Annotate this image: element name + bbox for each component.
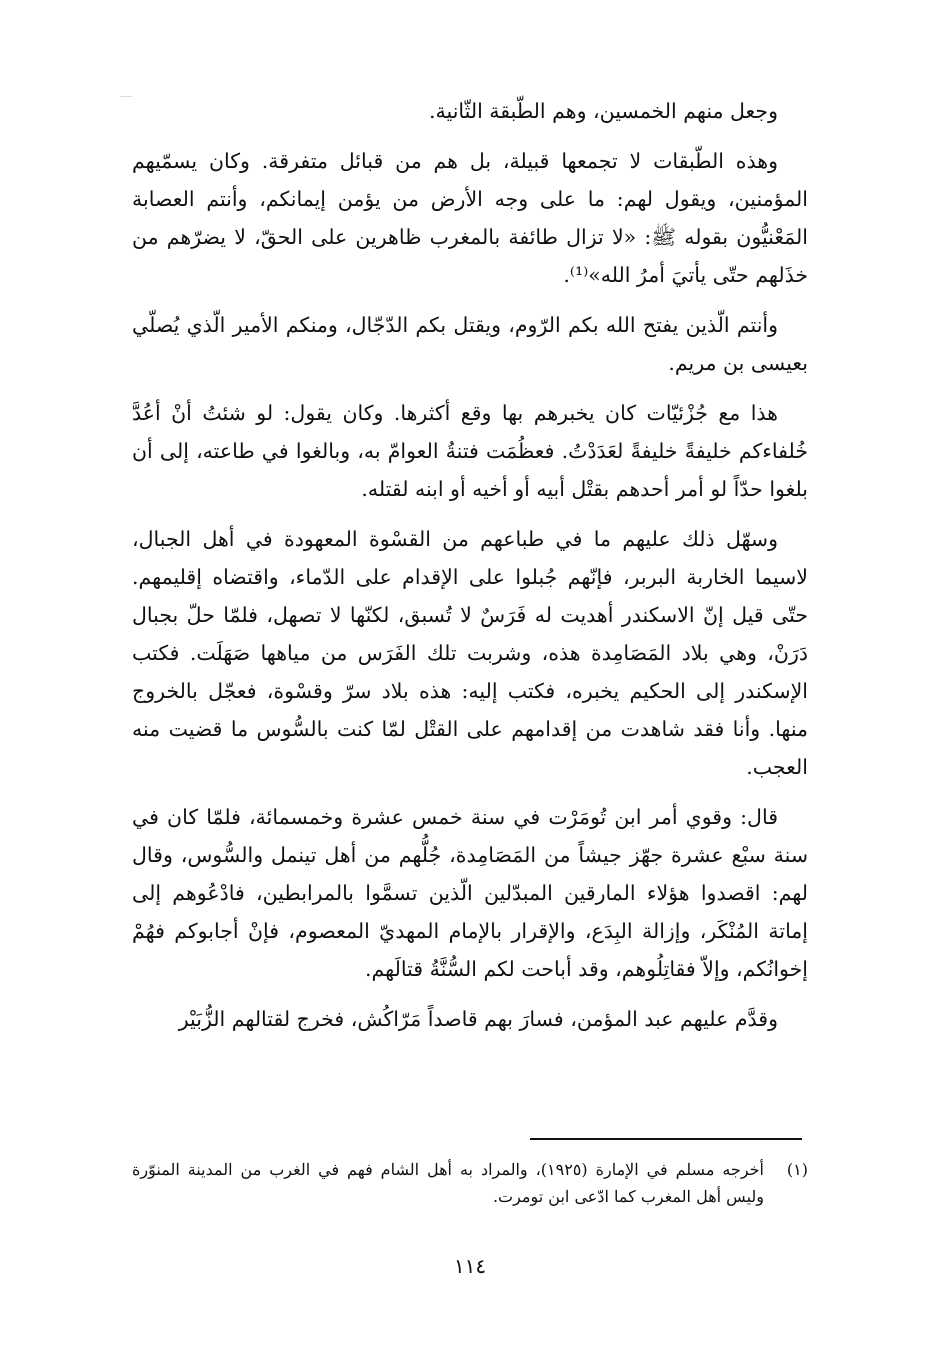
paragraph-6: قال: وقوي أمر ابن تُومَرْت في سنة خمس عشرة وخمسمائة، فلمّا كان في سنة سبْع عشرة جهّز جيشاً من المَصَامِدة، جُلُّهم من أهل تينمل والسُّوس، وقال لهم: اقصدوا هؤلاء المارقين المبدّلين الّذين تسمَّوا بالمرابطين، فادْعُوهم إلى إماتة المُنْكَر، وإزالة البِدَع، والإقرار بالإمام المهديّ المعصوم، فإنْ أجابوكم فهُمْ إخوانُكم، وإلاّ فقاتِلُوهم، وقد أباحت لكم السُّنَّةُ قتالَهم.: [132, 805, 808, 981]
paragraph-2: وهذه الطّبقات لا تجمعها قبيلة، بل هم من قبائل متفرقة. وكان يسمّيهم المؤمنين، ويقول لهم: ما على وجه الأرض من يؤمن إيمانكم، وأنتم العصابة المَعْنيُّون بقوله ﷺ: «لا تزال طائفة بالمغرب ظاهرين على الحقّ، لا يضرّهم من خذَلهم حتّى يأتيَ أمرُ الله»⁽¹⁾.: [132, 149, 808, 287]
footnote-number: (١): [786, 1160, 808, 1179]
paragraph-1: وجعل منهم الخمسين، وهم الطّبقة الثّانية.: [429, 99, 778, 123]
paragraph-3: وأنتم الّذين يفتح الله بكم الرّوم، ويقتل بكم الدّجّال، ومنكم الأمير الّذي يُصلّي بعيسى بن مريم.: [132, 313, 808, 375]
footnotes: [132, 1156, 808, 1210]
page-number: ١١٤: [453, 1254, 487, 1278]
footnote-1: [132, 1156, 808, 1210]
scan-mark: [120, 96, 132, 97]
paragraph-7: وقدَّم عليهم عبد المؤمن، فسارَ بهم قاصداً مَرّاكُش، فخرج لقتالهم الزُّبَيْر: [178, 1007, 778, 1031]
paragraph-5: وسهّل ذلك عليهم ما في طباعهم من القسْوة المعهودة في أهل الجبال، لاسيما الخاربة البربر، فإنّهم جُبلوا على الإقدام على الدّماء، واقتضاه إقليمهم. حتّى قيل إنّ الاسكندر أهديت له فَرَسٌ لا تُسبق، لكنّها لا تصهل، فلمّا حلّ بجبال دَرَنْ، وهي بلاد المَصَامِدة هذه، وشربت تلك الفَرَس من مياهها صَهَلَت. فكتب الإسكندر إلى الحكيم يخبره، فكتب إليه: هذه بلاد سرّ وقسْوة، فعجّل بالخروج منها. وأنا فقد شاهدت من إقدامهم على القتْل لمّا كنت بالسُّوس ما قضيت منه العجب.: [132, 527, 808, 779]
footnote-separator: [530, 1138, 802, 1140]
paragraph-4: هذا مع جُزْئيّات كان يخبرهم بها وقع أكثرها. وكان يقول: لو شئتُ أنْ أعُدَّ خُلفاءكم خليفةً خليفةً لعَدَدْتُ. فعظُمَت فتنةُ العوامّ به، وبالغوا في طاعته، إلى أن بلغوا حدّاً لو أمر أحدهم بقتْل أبيه أو أخيه أو ابنه لقتله.: [132, 401, 808, 501]
page-body: [132, 92, 808, 1050]
footnote-text: أخرجه مسلم في الإمارة (١٩٢٥)، والمراد به أهل الشام فهم في الغرب من المدينة المنوّرة وليس أهل المغرب كما ادّعى ابن تومرت.: [132, 1160, 764, 1206]
